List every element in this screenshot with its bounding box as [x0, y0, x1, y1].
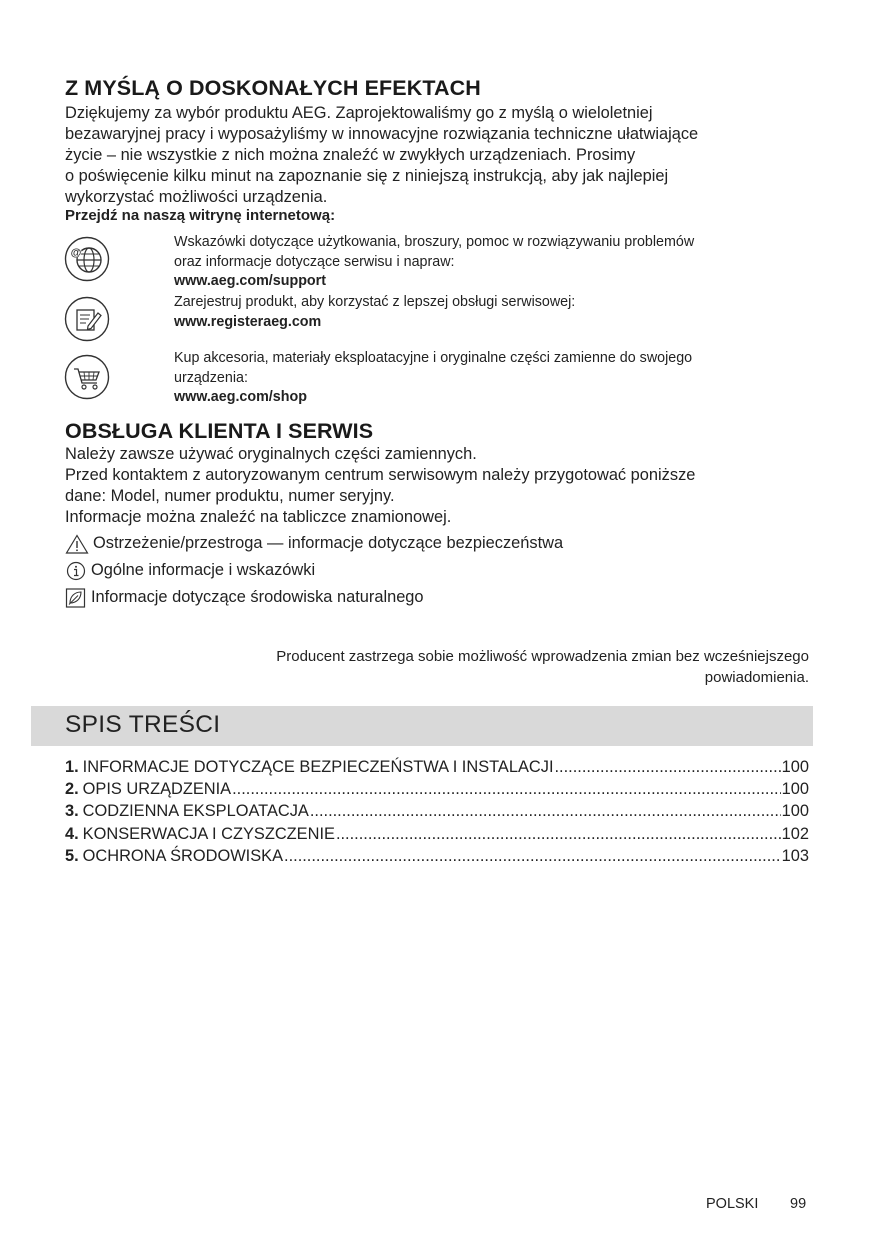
warning-triangle-icon	[65, 534, 89, 554]
support-link-block: Wskazówki dotyczące użytkowania, broszury, pomoc w rozwiązywaniu problemów oraz informacje dotyczące serwisu i napraw: www.aeg.com/support	[174, 233, 694, 292]
shopping-cart-icon	[64, 354, 110, 400]
intro-paragraph: Dziękujemy za wybór produktu AEG. Zaprojektowaliśmy go z myślą o wieloletniej bezawaryjnej pracy i wyposażyliśmy w innowacyjne rozwiązania techniczne ułatwiające życie – nie wszystkie z nich można znaleźć w zwykłych urządzeniach. Prosimy o poświęcenie kilku minut na zapoznanie się z niniejszą instrukcją, aby jak najlepiej wykorzystać możliwości urządzenia.	[65, 104, 699, 206]
legend-info: Ogólne informacje i wskazówki	[65, 560, 315, 581]
page-number: 99	[790, 1196, 807, 1212]
section-title-main: Z MYŚLĄ O DOSKONAŁYCH EFEKTACH	[65, 76, 481, 100]
legend-warning: Ostrzeżenie/przestroga — informacje dotyczące bezpieczeństwa	[65, 533, 563, 554]
register-link-block: Zarejestruj produkt, aby korzystać z lepszej obsługi serwisowej: www.registeraeg.com	[174, 293, 575, 332]
shop-url-link[interactable]: www.aeg.com/shop	[174, 389, 307, 405]
support-url-link[interactable]: www.aeg.com/support	[174, 273, 326, 289]
toc-entry[interactable]: 3. CODZIENNA EKSPLOATACJA ..... 100	[65, 800, 809, 823]
svg-text:@: @	[70, 247, 82, 259]
register-url-link[interactable]: www.registeraeg.com	[174, 313, 322, 330]
toc-entry[interactable]: 5. OCHRONA ŚRODOWISKA ..... 103	[65, 845, 809, 868]
legend-environment: Informacje dotyczące środowiska naturalnego	[65, 587, 424, 608]
toc-title: SPIS TREŚCI	[65, 711, 221, 738]
toc-leader-dots	[310, 800, 781, 823]
section-title-service: OBSŁUGA KLIENTA I SERWIS	[65, 419, 374, 443]
footer-language: POLSKI	[706, 1196, 759, 1212]
toc-entry[interactable]: 4. KONSERWACJA I CZYSZCZENIE ..... 102	[65, 823, 809, 846]
toc-entry[interactable]: 1. INFORMACJE DOTYCZĄCE BEZPIECZEŃSTWA I INSTALACJI ..... 100	[65, 756, 809, 779]
toc-leader-dots	[336, 823, 781, 846]
toc-leader-dots	[232, 778, 781, 801]
register-notepad-icon	[64, 296, 110, 342]
toc-entry[interactable]: 2. OPIS URZĄDZENIA ..... 100	[65, 778, 809, 801]
toc-leader-dots	[555, 756, 781, 779]
shop-link-block: Kup akcesoria, materiały eksploatacyjne i oryginalne części zamienne do swojego urządzenia: www.aeg.com/shop	[174, 349, 692, 408]
disclaimer: Producent zastrzega sobie możliwość wprowadzenia zmian bez wcześniejszego powiadomienia.	[276, 648, 809, 686]
globe-at-icon	[64, 236, 110, 282]
leaf-environment-icon	[65, 588, 87, 608]
toc-leader-dots	[284, 845, 781, 868]
service-paragraph: Należy zawsze używać oryginalnych części zamiennych. Przed kontaktem z autoryzowanym centrum serwisowym należy przygotować poniższe dane: Model, numer produktu, numer seryjny. Informacje można znaleźć na tabliczce znamionowej.	[65, 445, 696, 526]
website-heading: Przejdź na naszą witrynę internetową:	[65, 207, 336, 224]
info-circle-icon	[65, 561, 87, 581]
